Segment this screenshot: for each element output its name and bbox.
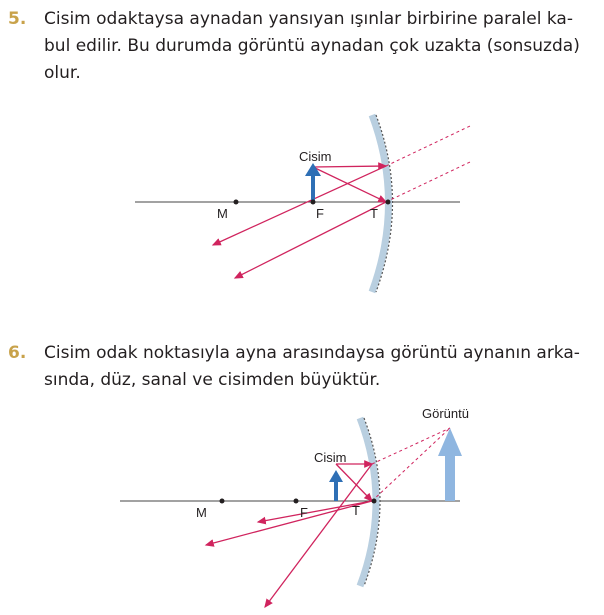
label-f: F bbox=[316, 206, 324, 221]
image-arrow bbox=[445, 454, 455, 501]
point-f bbox=[294, 499, 299, 504]
ray bbox=[213, 166, 386, 245]
label-m: M bbox=[196, 505, 207, 520]
text-line: bul edilir. Bu durumda görüntü aynadan çok uzakta (sonsuzda) bbox=[44, 36, 580, 56]
text-line: Cisim odak noktasıyla ayna arasındaysa görüntü aynanın arka- bbox=[44, 343, 580, 363]
item-number: 5. bbox=[8, 9, 27, 29]
ray bbox=[313, 167, 386, 202]
ray bbox=[265, 464, 372, 607]
diagram-object-at-focus bbox=[0, 110, 604, 310]
point-f bbox=[311, 200, 316, 205]
point-t bbox=[372, 499, 377, 504]
label-image: Görüntü bbox=[422, 406, 469, 421]
diagram-object-inside-focus bbox=[0, 400, 604, 610]
point-t bbox=[386, 200, 391, 205]
dashed-ray bbox=[386, 126, 470, 166]
label-object: Cisim bbox=[314, 450, 347, 465]
ray bbox=[206, 501, 372, 545]
dashed-ray bbox=[386, 162, 470, 202]
dashed-ray bbox=[372, 428, 450, 464]
text-line: olur. bbox=[44, 63, 81, 83]
ray bbox=[313, 166, 386, 167]
dashed-ray bbox=[372, 428, 450, 501]
item-text bbox=[44, 340, 596, 394]
label-object: Cisim bbox=[299, 149, 332, 164]
point-m bbox=[220, 499, 225, 504]
ray bbox=[235, 202, 386, 278]
text-line: Cisim odaktaysa aynadan yansıyan ışınlar birbirine paralel ka- bbox=[44, 9, 573, 29]
ray bbox=[336, 464, 372, 501]
label-m: M bbox=[217, 206, 228, 221]
item-text bbox=[44, 6, 596, 87]
text-line: sında, düz, sanal ve cisimden büyüktür. bbox=[44, 370, 381, 390]
point-m bbox=[234, 200, 239, 205]
label-t: T bbox=[352, 503, 360, 518]
label-f: F bbox=[300, 505, 308, 520]
label-t: T bbox=[370, 206, 378, 221]
item-number: 6. bbox=[8, 343, 27, 363]
